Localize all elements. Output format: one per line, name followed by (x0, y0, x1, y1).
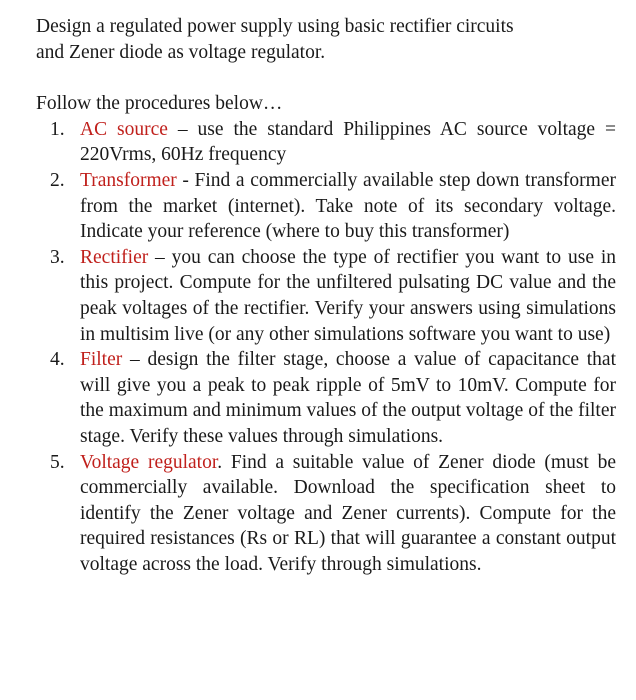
procedure-step-voltage-regulator (36, 450, 616, 578)
step-number: 1. (50, 118, 65, 140)
step-number: 3. (50, 246, 65, 268)
intro-text: Follow the procedures below… (36, 93, 283, 115)
step-text: – you can choose the type of rectifier you want to use in this project. Compute for the unfiltered pulsating DC value and the peak voltages of the rectifier. Verify your answers using simulations in multisim live (or any other simulations software you want to use) (80, 246, 616, 345)
procedure-step-ac-source (36, 117, 616, 168)
step-text: – use the standard Philippines AC source voltage = 220Vrms, 60Hz frequency (80, 118, 617, 166)
procedure-step-transformer (36, 168, 616, 245)
step-number: 4. (50, 349, 65, 371)
step-text: - Find a commercially available step down transformer from the market (internet). Take note of its secondary voltage. Indicate your reference (where to buy this transformer) (80, 169, 616, 243)
step-number: 5. (50, 451, 65, 473)
procedure-step-filter (36, 347, 616, 449)
step-keyword: Voltage regulator (80, 451, 218, 473)
step-keyword: AC source (80, 118, 168, 140)
procedure-step-rectifier (36, 245, 616, 347)
document-title (36, 14, 616, 65)
step-keyword: Rectifier (80, 246, 149, 268)
step-keyword: Filter (80, 349, 123, 371)
procedure-list (36, 117, 616, 578)
title-line-2: and Zener diode as voltage regulator. (36, 41, 326, 63)
title-line-1: Design a regulated power supply using basic rectifier circuits (36, 16, 514, 37)
step-number: 2. (50, 169, 65, 191)
step-text: . Find a suitable value of Zener diode (must be commercially available. Download the specification sheet to identify the Zener voltage and Zener currents). Compute for the required resistances (Rs or RL) that will guarantee a constant output voltage across the load. Verify through simulations. (80, 451, 616, 575)
step-text: – design the filter stage, choose a value of capacitance that will give you a peak to peak ripple of 5mV to 10mV. Compute for the maximum and minimum values of the output voltage of the filter stage. Verify these values through simulations. (80, 349, 616, 447)
step-keyword: Transformer (80, 169, 177, 191)
document (36, 14, 616, 577)
